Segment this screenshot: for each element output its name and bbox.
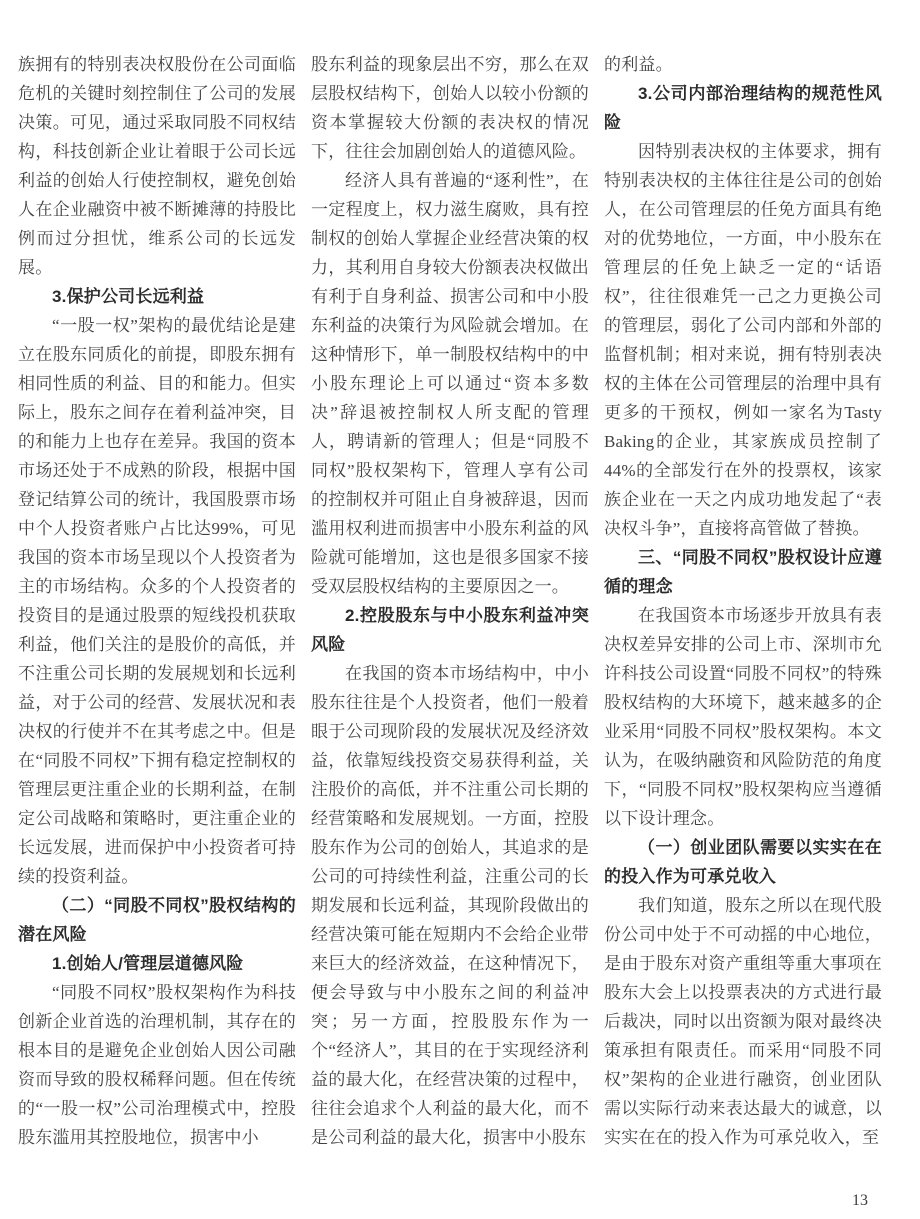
- paragraph: 经济人具有普遍的“逐利性”，在一定程度上，权力滋生腐败，具有控制权的创始人掌握企业经营决策的权力，其利用自身较大份额表决权做出有利于自身利益、损害公司和中小股东利益的决策行为风险就会增加。在这种情形下，单一制股权结构中的中小股东理论上可以通过“资本多数决”辞退被控制权人所支配的管理人，聘请新的管理人；但是“同股不同权”股权架构下，管理人享有公司的控制权并可阻止自身被辞退，因而滥用权利进而损害中小股东利益的风险就可能增加，这也是很多国家不接受双层股权结构的主要原因之一。: [311, 171, 589, 596]
- paragraph: 股东利益的现象层出不穷，那么在双层股权结构下，创始人以较小份额的资本掌握较大份额的表决权的情况下，往往会加剧创始人的道德风险。: [311, 55, 589, 161]
- paragraph: 在我国资本市场逐步开放具有表决权差异安排的公司上市、深圳市允许科技公司设置“同股不同权”的特殊股权结构的大环境下，越来越多的企业采用“同股不同权”股权架构。本文认为，在吸纳融资和风险防范的角度下，“同股不同权”股权架构应当遵循以下设计理念。: [604, 606, 882, 828]
- section-heading: 2.控股股东与中小股东利益冲突风险: [311, 606, 589, 654]
- text-column-2: [311, 50, 589, 1152]
- section-heading: （二）“同股不同权”股权结构的潜在风险: [18, 896, 296, 944]
- section-heading: 1.创始人/管理层道德风险: [52, 954, 244, 973]
- paragraph: 的利益。: [604, 55, 673, 74]
- section-heading: 3.保护公司长远利益: [52, 287, 205, 306]
- section-heading: 三、“同股不同权”股权设计应遵循的理念: [604, 548, 882, 596]
- paragraph: 因特别表决权的主体要求，拥有特别表决权的主体往往是公司的创始人，在公司管理层的任免方面具有绝对的优势地位，一方面，中小股东在管理层的任免上缺乏一定的“话语权”，往往很难凭一己之力更换公司的管理层，弱化了公司内部和外部的监督机制；相对来说，拥有特别表决权的主体在公司管理层的治理中具有更多的干预权，例如一家名为Tasty Baking的企业，其家族成员控制了44%的全部发行在外的投票权，该家族企业在一天之内成功地发起了“表决权斗争”，直接将高管做了替换。: [604, 142, 882, 538]
- paragraph: “一股一权”架构的最优结论是建立在股东同质化的前提，即股东拥有相同性质的利益、目的和能力。但实际上，股东之间存在着利益冲突，目的和能力上也存在差异。我国的资本市场还处于不成熟的阶段，根据中国登记结算公司的统计，我国股票市场中个人投资者账户占比达99%，可见我国的资本市场呈现以个人投资者为主的市场结构。众多的个人投资者的投资目的是通过股票的短线投机获取利益，他们关注的是股价的高低，并不注重公司长期的发展规划和长远利益，对于公司的经营、发展状况和表决权的行使并不在其考虑之中。但是在“同股不同权”下拥有稳定控制权的管理层更注重企业的长期利益，在制定公司战略和策略时，更注重企业的长远发展，进而保护中小投资者可持续的投资利益。: [18, 316, 296, 886]
- section-heading: （一）创业团队需要以实实在在的投入作为可承兑收入: [604, 838, 882, 886]
- paragraph: 族拥有的特别表决权股份在公司面临危机的关键时刻控制住了公司的发展决策。可见，通过采取同股不同权结构，科技创新企业让着眼于公司长远利益的创始人行使控制权，避免创始人在企业融资中被不断摊薄的持股比例而过分担忧，维系公司的长远发展。: [18, 55, 296, 277]
- paragraph: 我们知道，股东之所以在现代股份公司中处于不可动摇的中心地位，是由于股东对资产重组等重大事项在股东大会上以投票表决的方式进行最后裁决，同时以出资额为限对最终决策承担有限责任。而采用“同股不同权”架构的企业进行融资，创业团队需以实际行动来表达最大的诚意，以实实在在的投入作为可承兑收入，至: [604, 896, 882, 1147]
- paragraph: “同股不同权”股权架构作为科技创新企业首选的治理机制，其存在的根本目的是避免企业创始人因公司融资而导致的股权稀释问题。但在传统的“一股一权”公司治理模式中，控股股东滥用其控股地位，损害中小: [18, 983, 296, 1147]
- paragraph: 在我国的资本市场结构中，中小股东往往是个人投资者，他们一般着眼于公司现阶段的发展状况及经济效益，依靠短线投资交易获得利益，关注股价的高低，并不注重公司长期的经营策略和发展规划。一方面，控股股东作为公司的创始人，其追求的是公司的可持续性利益，注重公司的长期发展和长远利益，其现阶段做出的经营决策可能在短期内不会给企业带来巨大的经济效益，在这种情况下，便会导致与中小股东之间的利益冲突；另一方面，控股股东作为一个“经济人”，其目的在于实现经济利益的最大化，在经营决策的过程中，往往会追求个人利益的最大化，而不是公司利益的最大化，损害中小股东: [311, 664, 589, 1147]
- text-column-3: [604, 50, 882, 1152]
- page-number: 13: [852, 1192, 868, 1209]
- text-column-1: [18, 50, 296, 1152]
- section-heading: 3.公司内部治理结构的规范性风险: [604, 84, 882, 132]
